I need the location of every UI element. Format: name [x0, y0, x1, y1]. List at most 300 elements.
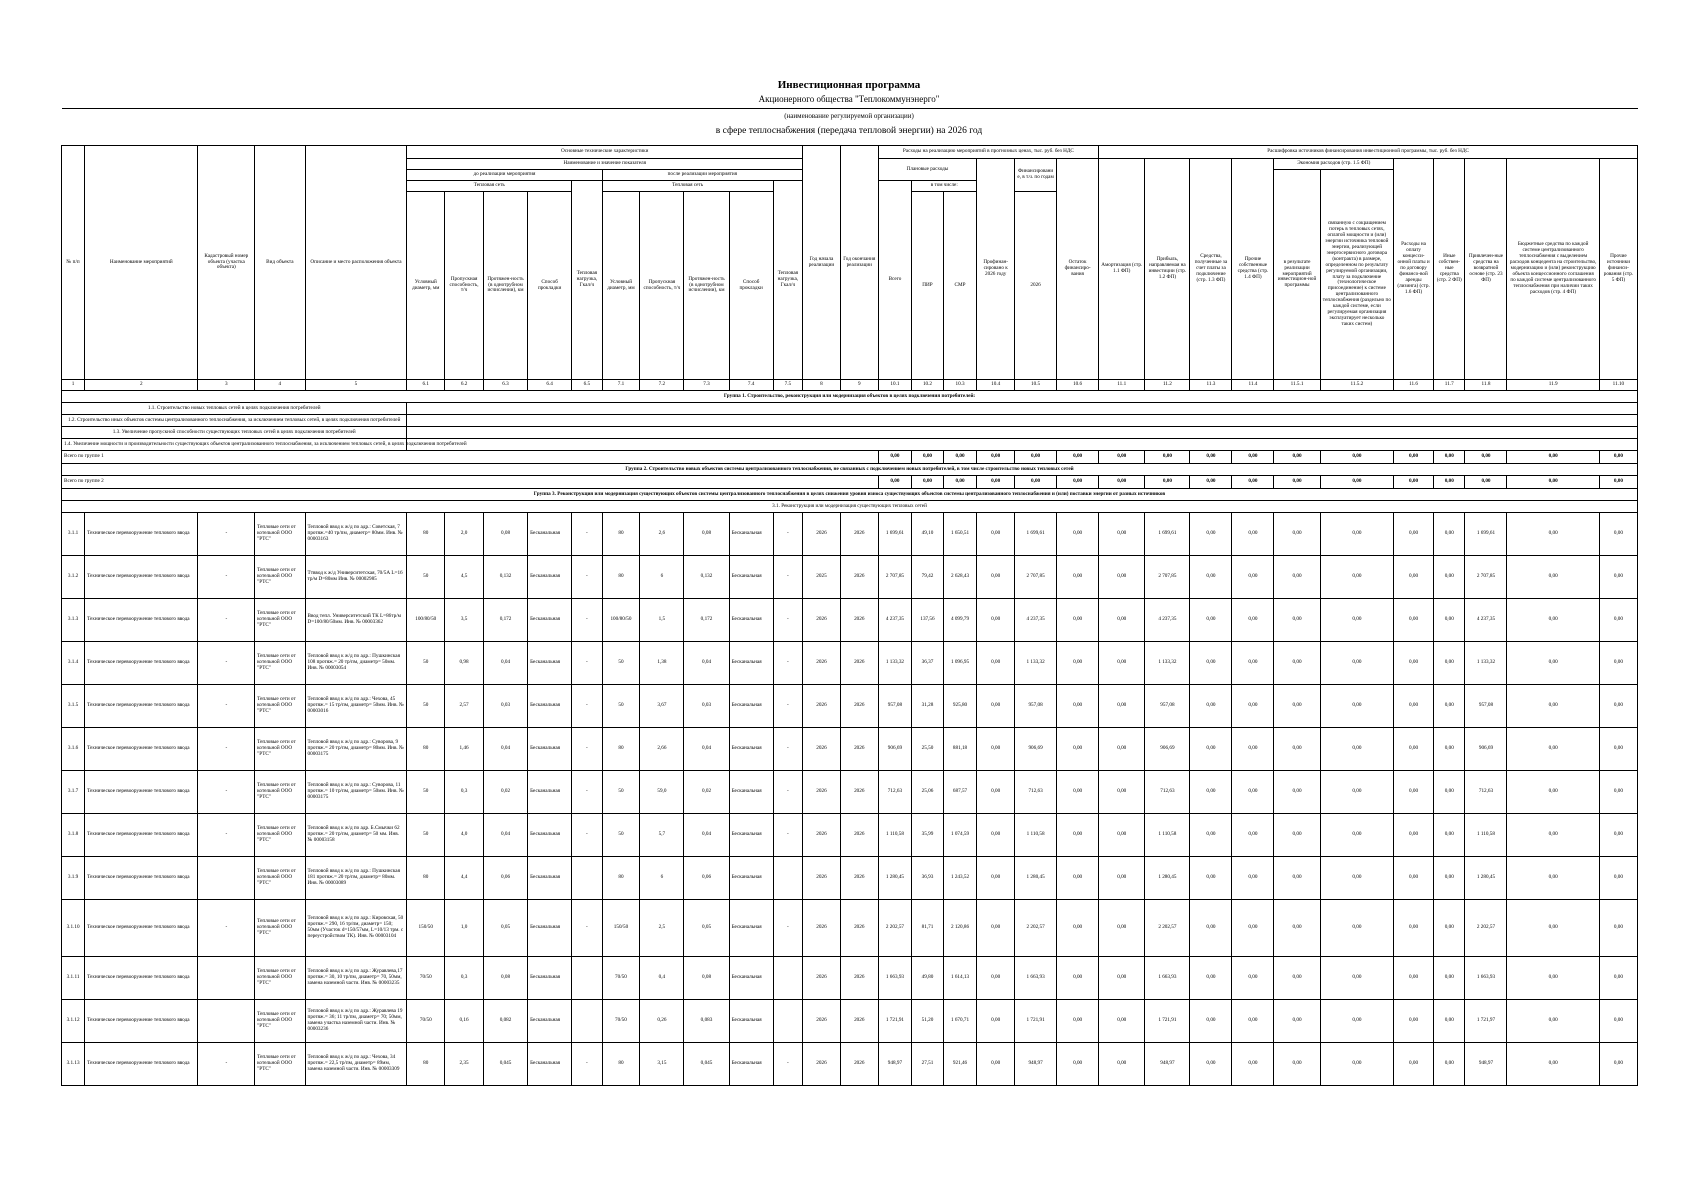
- cell-smr: 2 628,43: [943, 556, 977, 599]
- cell-c2: 6: [640, 556, 684, 599]
- header-name: Наименование мероприятий: [85, 146, 198, 380]
- cell-d2: 50: [602, 771, 640, 814]
- table-row: [62, 1043, 1638, 1086]
- cell-ow: 0,00: [1232, 900, 1274, 957]
- subgroup-3-1: 3.1. Реконструкция или модернизация существующих тепловых сетей: [62, 501, 1638, 513]
- cell-c1: 0,98: [445, 642, 484, 685]
- cell-pir: 49,10: [912, 513, 943, 556]
- column-number: 11.5.1: [1274, 380, 1320, 391]
- cell-n: 3.1.10: [62, 900, 85, 957]
- header-before: до реализации мероприятия: [407, 170, 602, 181]
- cell-e2: 0,00: [1320, 900, 1393, 957]
- cell-cn: 0,00: [1190, 1000, 1232, 1043]
- cell-lay2: Бесканальная: [729, 556, 773, 599]
- cell-smr: 921,46: [943, 1043, 977, 1086]
- cell-io: 0,00: [1434, 728, 1465, 771]
- cell-tot: 712,63: [878, 771, 912, 814]
- cell-bo: 712,63: [1465, 771, 1507, 814]
- cell-pr: 1 663,93: [1145, 957, 1190, 1000]
- cell-q1: [572, 857, 602, 900]
- cell-q2: -: [773, 728, 802, 771]
- cell-y2026: 1 133,32: [1015, 642, 1057, 685]
- cell-lay1: Бесканальная: [528, 556, 572, 599]
- investment-program-table: [61, 145, 1638, 1086]
- cell-io: 0,00: [1434, 599, 1465, 642]
- cell-e2: 0,00: [1320, 685, 1393, 728]
- cell-desc: Тепловой ввод к ж/д по адр.: Чехова, 45 протяж.= 15 тр/пм, диаметр= 50мм. Инв. № 00003016: [305, 685, 407, 728]
- cell-d2: 150/50: [602, 900, 640, 957]
- cell-pir: 49,80: [912, 957, 943, 1000]
- cell-d2: 100/80/50: [602, 599, 640, 642]
- cell-d2: 80: [602, 1043, 640, 1086]
- cell-d1: 80: [407, 1043, 445, 1086]
- cell-c2: 59,0: [640, 771, 684, 814]
- cell-y2026: 1 663,93: [1015, 957, 1057, 1000]
- cell-l2: 0,04: [684, 814, 729, 857]
- header-econ-b: связанную с сокращением потерь в тепловых сетях, оплатой мощности и (или) энергии источника тепловой энергии, реализующей энергосервисного договора (контракта) в размере, определенном по результату регулируемой организации, плату за подключение (технологическое присоединение) к системе централизованного теплоснабжения (раздельно по каждой системе, если регулируемая организация эксплуатирует несколько таких систем): [1320, 170, 1393, 380]
- total-value: 0,00: [1057, 451, 1099, 464]
- cell-q2: -: [773, 1043, 802, 1086]
- cell-e2: 0,00: [1320, 771, 1393, 814]
- cell-y2: 2026: [840, 900, 878, 957]
- cell-n: 3.1.6: [62, 728, 85, 771]
- cell-fin: 0,00: [977, 599, 1015, 642]
- cell-tot: 906,69: [878, 728, 912, 771]
- subgroup-1-4: 1.4. Увеличение мощности и производительности существующих объектов централизованного теплоснабжения, за исключением тепловых сетей, в целях подключения потребителей: [62, 439, 407, 451]
- cell-pir: 35,99: [912, 814, 943, 857]
- cell-c2: 6: [640, 857, 684, 900]
- table-row: [62, 599, 1638, 642]
- column-number: 7.2: [640, 380, 684, 391]
- cell-lay1: Бесканальная: [528, 771, 572, 814]
- cell-ow: 0,00: [1232, 513, 1274, 556]
- total-value: 0,00: [1320, 476, 1393, 489]
- cell-lay2: Бесканальная: [729, 1043, 773, 1086]
- column-number: 2: [85, 380, 198, 391]
- cell-y2: 2026: [840, 957, 878, 1000]
- cell-d1: 70/50: [407, 957, 445, 1000]
- cell-fin: 0,00: [977, 685, 1015, 728]
- cell-l1: 0,03: [483, 685, 527, 728]
- cell-pir: 137,56: [912, 599, 943, 642]
- cell-bo: 2 202,57: [1465, 900, 1507, 957]
- total-value: 0,00: [943, 451, 977, 464]
- column-number: 10.5: [1015, 380, 1057, 391]
- header-year-start: Год начала реализации: [803, 146, 841, 380]
- cell-pr: 948,97: [1145, 1043, 1190, 1086]
- cell-e1: 0,00: [1274, 728, 1320, 771]
- cell-lay2: Бесканальная: [729, 642, 773, 685]
- cell-fin: 0,00: [977, 513, 1015, 556]
- cell-fin: 0,00: [977, 728, 1015, 771]
- header-concession: Расходы на оплату концесси-онной платы и по договору финансо-вой аренды (лизинга) (стр. 1.6 ФП): [1394, 159, 1434, 380]
- cell-pr: 1 699,61: [1145, 513, 1190, 556]
- cell-q1: -: [572, 900, 602, 957]
- cell-cs: 0,00: [1394, 1043, 1434, 1086]
- cell-l1: 0,06: [483, 857, 527, 900]
- table-row: [62, 900, 1638, 957]
- cell-q2: -: [773, 814, 802, 857]
- cell-lay2: Бесканальная: [729, 814, 773, 857]
- cell-bu: 0,00: [1507, 685, 1599, 728]
- header-other-own: Иные собствен-ные средства (стр. 2 ФП): [1434, 159, 1465, 380]
- column-number: 10.2: [912, 380, 943, 391]
- header-len-after: Протяжен-ность (в однотрубном исчислении), км: [684, 192, 729, 380]
- cell-l1: 0,04: [483, 728, 527, 771]
- cell-q2: -: [773, 900, 802, 957]
- cell-name: Техническое перевооружение теплового ввода: [85, 1043, 198, 1086]
- cell-y2: 2026: [840, 857, 878, 900]
- cell-kind: Тепловые сети от котельной ООО "РТС": [255, 1000, 305, 1043]
- cell-c2: 3,15: [640, 1043, 684, 1086]
- cell-io: 0,00: [1434, 1043, 1465, 1086]
- header-diam-before: Условный диаметр, мм: [407, 192, 445, 380]
- cell-ow: 0,00: [1232, 728, 1274, 771]
- cell-pr: 2 707,85: [1145, 556, 1190, 599]
- total-value: 0,00: [1145, 476, 1190, 489]
- cell-y1: 2026: [803, 685, 841, 728]
- organization-note: (наименование регулируемой организации): [784, 112, 914, 120]
- cell-io: 0,00: [1434, 1000, 1465, 1043]
- cell-bo: 906,69: [1465, 728, 1507, 771]
- cell-y2: 2026: [840, 814, 878, 857]
- cell-lay1: Бесканальная: [528, 857, 572, 900]
- cell-cs: 0,00: [1394, 1000, 1434, 1043]
- total-value: 0,00: [1434, 476, 1465, 489]
- header-costs: Расходы на реализацию мероприятий в прогнозных ценах, тыс. руб. без НДС: [878, 146, 1099, 159]
- cell-cad: -: [198, 685, 255, 728]
- cell-desc: Тепловой ввод к ж/д по адр.: Кировская, 50 протяж.= 290, 16 тр/пм, диаметр= 150; 50мм (Участок d=150/57мм, L=10/13 трм. с переустройством ТК). Инв. № 00003104: [305, 900, 407, 957]
- cell-pir: 25,06: [912, 771, 943, 814]
- cell-y1: 2026: [803, 1043, 841, 1086]
- cell-d1: 80: [407, 513, 445, 556]
- cell-name: Техническое перевооружение теплового ввода: [85, 728, 198, 771]
- total-value: 0,00: [1190, 476, 1232, 489]
- cell-y1: 2026: [803, 513, 841, 556]
- cell-desc: Тепловой ввод к ж/д по адр.: Советская, 7 протяж.=40 тр/пм, диаметр= 80мм. Инв. № 00003163: [305, 513, 407, 556]
- cell-cn: 0,00: [1190, 685, 1232, 728]
- cell-y1: 2026: [803, 642, 841, 685]
- cell-rem: 0,00: [1057, 599, 1099, 642]
- cell-lay2: Бесканальная: [729, 771, 773, 814]
- total-value: 0,00: [943, 476, 977, 489]
- cell-y2: 2026: [840, 1000, 878, 1043]
- header-planned: Плановые расходы: [878, 159, 977, 181]
- cell-lay1: Бесканальная: [528, 599, 572, 642]
- cell-ot: 0,00: [1599, 857, 1637, 900]
- cell-y2: 2026: [840, 556, 878, 599]
- cell-lay1: Бесканальная: [528, 1000, 572, 1043]
- cell-pir: 31,28: [912, 685, 943, 728]
- column-number: 11.1: [1099, 380, 1145, 391]
- cell-q2: -: [773, 599, 802, 642]
- total-value: 0,00: [1145, 451, 1190, 464]
- cell-smr: 4 099,79: [943, 599, 977, 642]
- cell-fin: 0,00: [977, 642, 1015, 685]
- cell-io: 0,00: [1434, 771, 1465, 814]
- cell-e2: 0,00: [1320, 1000, 1393, 1043]
- cell-ow: 0,00: [1232, 857, 1274, 900]
- cell-c1: 3,5: [445, 599, 484, 642]
- cell-cs: 0,00: [1394, 599, 1434, 642]
- cell-desc: Тепловой ввод к ж/д по адр.: Журавлева,17 протяж.= 30, 10 тр/пм, диаметр= 70, 50мм, замена наземной части. Инв. № 00003235: [305, 957, 407, 1000]
- cell-ot: 0,00: [1599, 814, 1637, 857]
- cell-am: 0,00: [1099, 642, 1145, 685]
- cell-ow: 0,00: [1232, 957, 1274, 1000]
- total-value: 0,00: [1507, 451, 1599, 464]
- total-value: 0,00: [977, 451, 1015, 464]
- organization-name: Акционерного общества "Теплокоммунэнерго": [758, 94, 940, 104]
- cell-l2: 0,04: [684, 642, 729, 685]
- cell-bo: 1 663,93: [1465, 957, 1507, 1000]
- cell-lay1: Бесканальная: [528, 513, 572, 556]
- cell-rem: 0,00: [1057, 900, 1099, 957]
- cell-cad: [198, 957, 255, 1000]
- header-profit: Прибыль, направляемая на инвестиции (стр. 1.2 ФП): [1145, 159, 1190, 380]
- cell-e2: 0,00: [1320, 513, 1393, 556]
- cell-n: 3.1.2: [62, 556, 85, 599]
- header-connect: Средства, полученные за счет платы за подключение (стр. 1.3 ФП): [1190, 159, 1232, 380]
- cell-am: 0,00: [1099, 1000, 1145, 1043]
- cell-n: 3.1.1: [62, 513, 85, 556]
- cell-bo: 1 133,32: [1465, 642, 1507, 685]
- cell-rem: 0,00: [1057, 685, 1099, 728]
- column-number: 7.4: [729, 380, 773, 391]
- header-num: № п/п: [62, 146, 85, 380]
- cell-smr: 1 650,51: [943, 513, 977, 556]
- cell-d1: 50: [407, 556, 445, 599]
- cell-bo: 4 237,35: [1465, 599, 1507, 642]
- cell-y2026: 2 202,57: [1015, 900, 1057, 957]
- cell-l1: 0,132: [483, 556, 527, 599]
- cell-cad: [198, 1000, 255, 1043]
- cell-fin: 0,00: [977, 857, 1015, 900]
- cell-am: 0,00: [1099, 857, 1145, 900]
- cell-y1: 2026: [803, 857, 841, 900]
- cell-l1: 0,082: [483, 1000, 527, 1043]
- cell-pr: 4 237,35: [1145, 599, 1190, 642]
- cell-c2: 1,38: [640, 642, 684, 685]
- cell-e1: 0,00: [1274, 957, 1320, 1000]
- total-value: 0,00: [1274, 451, 1320, 464]
- cell-y2: 2026: [840, 1043, 878, 1086]
- cell-cad: -: [198, 814, 255, 857]
- header-amort: Амортизация (стр. 1.1 ФП): [1099, 159, 1145, 380]
- cell-q2: [773, 1000, 802, 1043]
- cell-fin: 0,00: [977, 556, 1015, 599]
- cell-cs: 0,00: [1394, 771, 1434, 814]
- cell-l1: 0,08: [483, 513, 527, 556]
- cell-tot: 2 707,85: [878, 556, 912, 599]
- cell-cn: 0,00: [1190, 1043, 1232, 1086]
- cell-e1: 0,00: [1274, 599, 1320, 642]
- cell-pir: 36,37: [912, 642, 943, 685]
- cell-am: 0,00: [1099, 728, 1145, 771]
- cell-rem: 0,00: [1057, 513, 1099, 556]
- cell-q2: [773, 857, 802, 900]
- cell-am: 0,00: [1099, 685, 1145, 728]
- column-number: 11.3: [1190, 380, 1232, 391]
- header-financed-before: Профинан-сировано к 2026 году: [977, 159, 1015, 380]
- cell-kind: Тепловые сети от котельной ООО "РТС": [255, 728, 305, 771]
- cell-kind: Тепловые сети от котельной ООО "РТС": [255, 900, 305, 957]
- cell-y2026: 4 237,35: [1015, 599, 1057, 642]
- cell-ot: 0,00: [1599, 556, 1637, 599]
- column-number: 1: [62, 380, 85, 391]
- cell-e2: 0,00: [1320, 957, 1393, 1000]
- cell-cad: -: [198, 513, 255, 556]
- cell-e1: 0,00: [1274, 857, 1320, 900]
- cell-c2: 5,7: [640, 814, 684, 857]
- cell-ow: 0,00: [1232, 771, 1274, 814]
- cell-io: 0,00: [1434, 900, 1465, 957]
- cell-lay1: Бесканальная: [528, 685, 572, 728]
- table-row: [62, 513, 1638, 556]
- cell-lay1: Бесканальная: [528, 1043, 572, 1086]
- column-number: 11.4: [1232, 380, 1274, 391]
- cell-l2: 0,05: [684, 900, 729, 957]
- cell-ow: 0,00: [1232, 1043, 1274, 1086]
- cell-ow: 0,00: [1232, 556, 1274, 599]
- subgroup-1-3: 1.3. Увеличение пропускной способности существующих тепловых сетей в целях подключения потребителей: [62, 427, 407, 439]
- cell-pr: 957,08: [1145, 685, 1190, 728]
- header-description: Описание и место расположения объекта: [305, 146, 407, 380]
- cell-cn: 0,00: [1190, 900, 1232, 957]
- header-cap-before: Пропускная способность, т/ч: [445, 192, 484, 380]
- cell-q2: -: [773, 642, 802, 685]
- cell-name: Техническое перевооружение теплового ввода: [85, 957, 198, 1000]
- cell-cad: -: [198, 642, 255, 685]
- column-number: 11.10: [1599, 380, 1637, 391]
- cell-bu: 0,00: [1507, 814, 1599, 857]
- cell-smr: 1 670,71: [943, 1000, 977, 1043]
- cell-l2: 0,172: [684, 599, 729, 642]
- header-remain: Остаток финансиро-вания: [1057, 159, 1099, 380]
- group-2-total-row: [62, 476, 1638, 489]
- table-row: [62, 771, 1638, 814]
- column-number: 7.1: [602, 380, 640, 391]
- cell-d2: 50: [602, 814, 640, 857]
- cell-l2: 0,08: [684, 957, 729, 1000]
- column-number: 8: [803, 380, 841, 391]
- cell-cs: 0,00: [1394, 685, 1434, 728]
- cell-c1: 2,35: [445, 1043, 484, 1086]
- total-value: 0,00: [1099, 451, 1145, 464]
- cell-io: 0,00: [1434, 814, 1465, 857]
- cell-e2: 0,00: [1320, 642, 1393, 685]
- total-value: 0,00: [1015, 476, 1057, 489]
- cell-smr: 687,57: [943, 771, 977, 814]
- cell-smr: 1 096,95: [943, 642, 977, 685]
- column-number: 10.6: [1057, 380, 1099, 391]
- cell-e1: 0,00: [1274, 513, 1320, 556]
- cell-lay1: Бесканальная: [528, 728, 572, 771]
- header-net-before: Тепловая сеть: [407, 181, 572, 192]
- cell-pir: 27,51: [912, 1043, 943, 1086]
- cell-c2: 3,67: [640, 685, 684, 728]
- header-budget: Бюджетные средства по каждой системе централизованного теплоснабжения с выделением расходов концедента на строительство, модернизацию и (или) реконструкцию объекта концессионного соглашения по каждой системе централизованного теплоснабжения при наличии таких расходов (стр. 4 ФП): [1507, 159, 1599, 380]
- column-number: 11.2: [1145, 380, 1190, 391]
- cell-c1: 1,0: [445, 900, 484, 957]
- cell-ot: 0,00: [1599, 771, 1637, 814]
- cell-q1: -: [572, 685, 602, 728]
- cell-lay2: Бесканальная: [729, 957, 773, 1000]
- header-indicator: Наименование и значение показателя: [407, 159, 803, 170]
- subgroup-1-1: 1.1. Строительство новых тепловых сетей в целях подключения потребителей: [62, 403, 407, 415]
- cell-l2: 0,083: [684, 1000, 729, 1043]
- program-scope: в сфере теплоснабжения (передача тепловой энергии) на 2026 год: [715, 126, 983, 136]
- cell-e1: 0,00: [1274, 900, 1320, 957]
- cell-cn: 0,00: [1190, 771, 1232, 814]
- cell-cn: 0,00: [1190, 814, 1232, 857]
- cell-pr: 1 280,45: [1145, 857, 1190, 900]
- total-value: 0,00: [1057, 476, 1099, 489]
- cell-q1: -: [572, 814, 602, 857]
- cell-l2: 0,045: [684, 1043, 729, 1086]
- cell-e2: 0,00: [1320, 556, 1393, 599]
- cell-y1: 2026: [803, 814, 841, 857]
- column-number: 6.4: [528, 380, 572, 391]
- cell-d1: 100/80/50: [407, 599, 445, 642]
- cell-e1: 0,00: [1274, 814, 1320, 857]
- group-2-total-label: Всего по группе 2: [62, 476, 879, 489]
- cell-cs: 0,00: [1394, 642, 1434, 685]
- cell-kind: Тепловые сети от котельной ООО "РТС": [255, 771, 305, 814]
- header-tech: Основные технические характеристики: [407, 146, 803, 159]
- cell-l2: 0,04: [684, 728, 729, 771]
- cell-e1: 0,00: [1274, 1000, 1320, 1043]
- cell-io: 0,00: [1434, 685, 1465, 728]
- column-number: 11.6: [1394, 380, 1434, 391]
- cell-n: 3.1.3: [62, 599, 85, 642]
- header-total: Всего: [878, 181, 912, 380]
- cell-bu: 0,00: [1507, 857, 1599, 900]
- cell-am: 0,00: [1099, 513, 1145, 556]
- cell-y2: 2026: [840, 771, 878, 814]
- cell-desc: Ввод тепл. Университетский ТК L=86тр/м D=100/80/50мм. Инв. № 00003362: [305, 599, 407, 642]
- document-title: Инвестиционная программа: [777, 79, 921, 91]
- cell-n: 3.1.12: [62, 1000, 85, 1043]
- cell-q2: -: [773, 556, 802, 599]
- cell-rem: 0,00: [1057, 642, 1099, 685]
- cell-l2: 0,08: [684, 513, 729, 556]
- cell-smr: 1 243,52: [943, 857, 977, 900]
- cell-y2026: 1 280,45: [1015, 857, 1057, 900]
- cell-lay2: Бесканальная: [729, 513, 773, 556]
- cell-y2026: 2 707,85: [1015, 556, 1057, 599]
- cell-tot: 948,97: [878, 1043, 912, 1086]
- header-cadastr: Кадастровый номер объекта (участка объекта): [198, 146, 255, 380]
- cell-tot: 1 133,32: [878, 642, 912, 685]
- cell-e2: 0,00: [1320, 599, 1393, 642]
- cell-pir: 81,71: [912, 900, 943, 957]
- cell-lay2: Бесканальная: [729, 599, 773, 642]
- cell-tot: 1 280,45: [878, 857, 912, 900]
- table-row: [62, 814, 1638, 857]
- cell-io: 0,00: [1434, 513, 1465, 556]
- cell-name: Техническое перевооружение теплового ввода: [85, 599, 198, 642]
- cell-io: 0,00: [1434, 642, 1465, 685]
- cell-name: Техническое перевооружение теплового ввода: [85, 685, 198, 728]
- cell-n: 3.1.11: [62, 957, 85, 1000]
- total-value: 0,00: [1232, 451, 1274, 464]
- cell-y2026: 1 699,61: [1015, 513, 1057, 556]
- cell-name: Техническое перевооружение теплового ввода: [85, 814, 198, 857]
- cell-am: 0,00: [1099, 771, 1145, 814]
- cell-d1: 50: [407, 685, 445, 728]
- cell-q1: -: [572, 599, 602, 642]
- cell-y2: 2026: [840, 599, 878, 642]
